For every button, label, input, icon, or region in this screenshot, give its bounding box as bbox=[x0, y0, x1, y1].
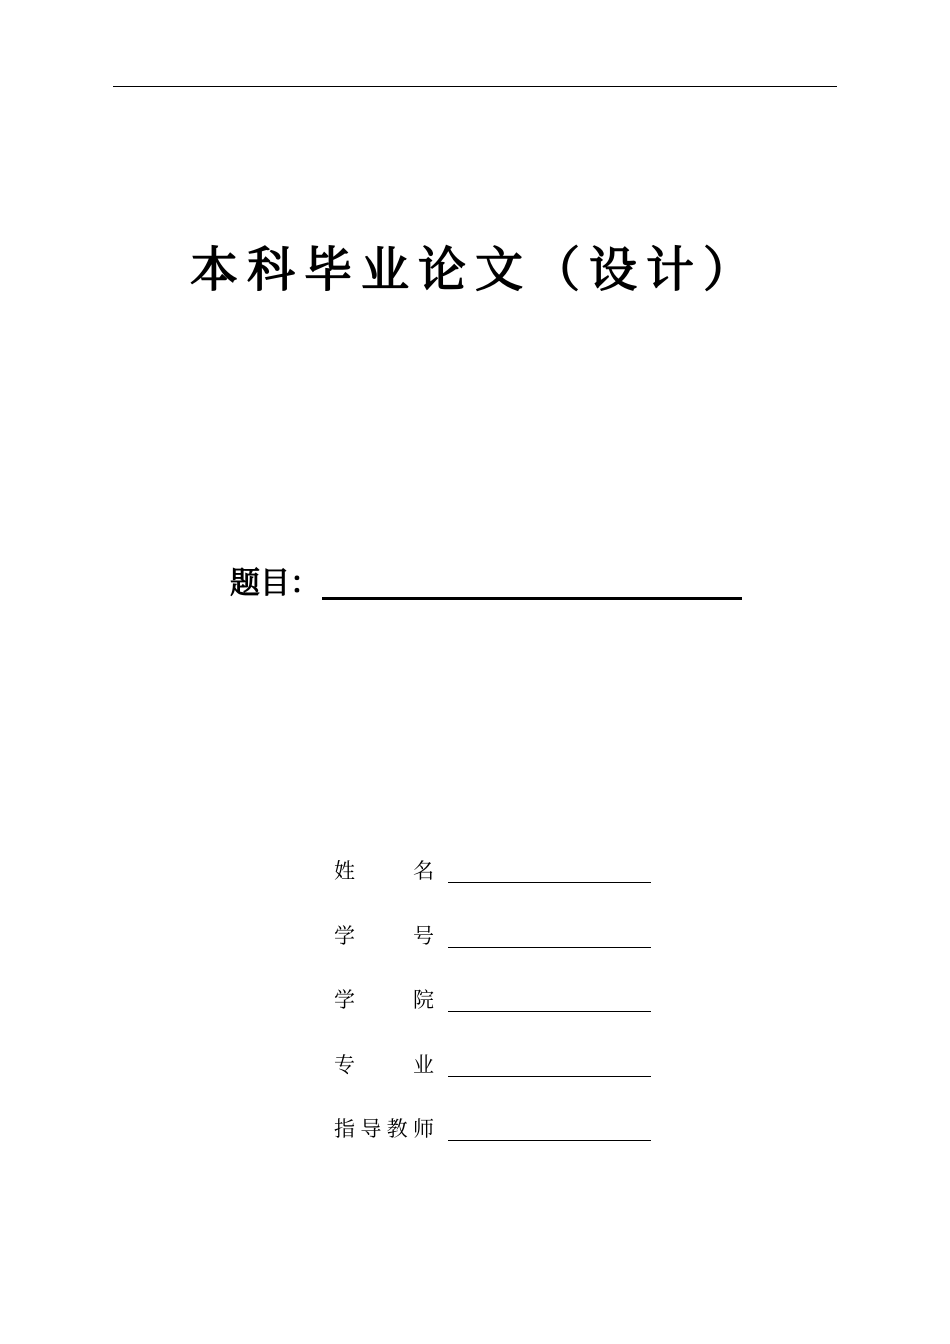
college-field bbox=[334, 985, 651, 1015]
major-label: 专 业 bbox=[334, 1052, 434, 1077]
advisor-input-line[interactable] bbox=[448, 1140, 651, 1141]
advisor-label: 指 导 教 师 bbox=[334, 1117, 434, 1141]
student-id-input-line[interactable] bbox=[448, 947, 651, 948]
major-input-line[interactable] bbox=[448, 1076, 651, 1077]
college-label: 学 院 bbox=[334, 988, 434, 1012]
name-field bbox=[334, 856, 651, 886]
student-id-field bbox=[334, 921, 651, 951]
name-input-line[interactable] bbox=[448, 882, 651, 883]
page-title: 本科毕业论文（设计） bbox=[189, 242, 760, 298]
topic-input-line[interactable] bbox=[322, 597, 742, 600]
advisor-field bbox=[334, 1114, 651, 1144]
student-id-label: 学 号 bbox=[334, 923, 434, 948]
header-rule bbox=[113, 86, 837, 87]
name-label: 姓 名 bbox=[334, 859, 434, 883]
major-field bbox=[334, 1050, 651, 1080]
student-info-block bbox=[334, 856, 651, 1179]
college-input-line[interactable] bbox=[448, 1011, 651, 1012]
topic-field bbox=[230, 564, 742, 604]
topic-label: 题目： bbox=[230, 566, 320, 601]
